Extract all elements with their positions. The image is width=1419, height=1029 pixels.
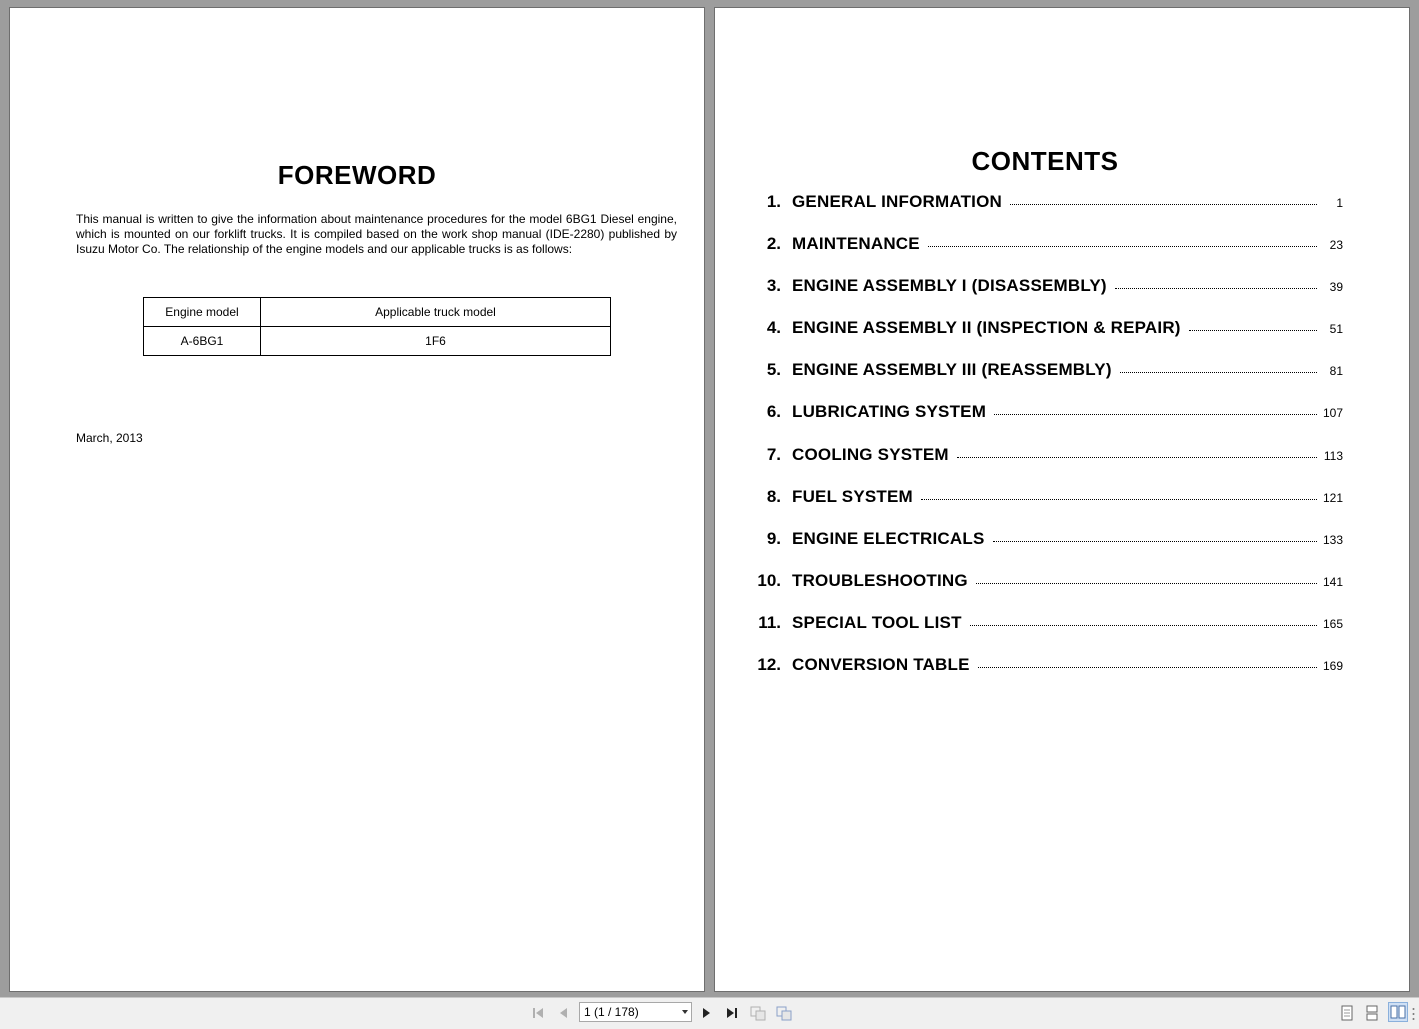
toc-entry-page: 1 [1336,196,1343,210]
toc-entry[interactable] [741,276,1343,318]
rotate-back-icon[interactable] [749,1004,767,1022]
toc-dot-leader [1115,276,1317,289]
toc-entry[interactable] [741,318,1343,360]
toc-entry[interactable] [741,571,1343,613]
toc-entry-title: ENGINE ASSEMBLY II (INSPECTION & REPAIR) [792,318,1181,338]
toc-dot-leader [993,529,1317,542]
toc-dot-leader [994,402,1317,415]
toc-entry-number: 6. [766,402,781,422]
table-row [144,327,611,356]
toc-entry-number: 5. [766,360,781,380]
single-page-view-icon[interactable] [1338,1004,1356,1022]
toc-entry-number: 10. [757,570,781,590]
next-page-icon[interactable] [697,1004,715,1022]
toc-entry-title: ENGINE ELECTRICALS [792,528,985,548]
toc-entry-title: ENGINE ASSEMBLY I (DISASSEMBLY) [792,276,1107,296]
table-header-cell: Applicable truck model [261,298,611,327]
first-page-icon[interactable] [530,1004,548,1022]
page-foreword [9,7,705,992]
rotate-forward-icon[interactable] [775,1004,793,1022]
toc-entry-number: 8. [766,486,781,506]
toc-entry-title: TROUBLESHOOTING [792,570,968,590]
table-header-row [144,298,611,327]
toc-entry[interactable] [741,655,1343,697]
toc-entry-number: 2. [766,234,781,254]
toc-dot-leader [976,571,1317,584]
toc-entry-number: 9. [766,528,781,548]
toolbar-overflow-icon[interactable] [1412,1006,1415,1022]
toc-entry[interactable] [741,234,1343,276]
toc-entry[interactable] [741,487,1343,529]
two-page-view-icon[interactable] [1388,1002,1408,1022]
toc-entry-page: 107 [1322,406,1343,421]
toc-entry-number: 3. [766,276,781,296]
bottom-toolbar [0,997,1419,1029]
page-indicator-text: 1 (1 / 178) [584,1005,639,1019]
toc-dot-leader [957,445,1317,458]
toc-entry-title: LUBRICATING SYSTEM [792,402,987,422]
toc-entry-title: SPECIAL TOOL LIST [792,612,962,632]
toc-entry[interactable] [741,613,1343,655]
toc-entry-number: 11. [758,612,781,632]
toc-entry[interactable] [741,360,1343,402]
toc-entry-page: 121 [1322,490,1343,505]
table-of-contents [741,192,1343,697]
continuous-view-icon[interactable] [1363,1004,1381,1022]
toc-entry-title: CONVERSION TABLE [792,655,970,675]
toc-dot-leader [928,234,1317,247]
toc-dot-leader [921,487,1317,500]
contents-title: CONTENTS [971,146,1119,176]
last-page-icon[interactable] [722,1004,740,1022]
foreword-body: This manual is written to give the information about maintenance procedures for the model 6BG1 Diesel engine, which is mounted on our forklift trucks. It is compiled based on the work shop manual (IDE-2280) published by Isuzu Motor Co. The relationship of the engine models and our applicable trucks is as follows: [76,212,677,256]
engine-model-table [143,297,611,356]
table-cell: A-6BG1 [144,327,261,356]
foreword-date: March, 2013 [76,431,143,445]
toc-dot-leader [1189,318,1317,331]
toc-entry-page: 141 [1322,574,1343,589]
toc-entry[interactable] [741,402,1343,444]
toc-entry-title: FUEL SYSTEM [792,486,913,506]
toc-dot-leader [978,655,1317,668]
toc-entry-page: 51 [1329,322,1343,337]
chevron-down-icon [682,1010,688,1014]
toc-entry-title: MAINTENANCE [792,234,920,254]
toc-entry-page: 165 [1322,616,1343,631]
toc-entry-page: 81 [1329,364,1343,379]
toc-dot-leader [1010,192,1317,205]
toc-entry-title: COOLING SYSTEM [792,444,949,464]
toc-dot-leader [970,613,1317,626]
toc-entry-page: 23 [1329,238,1343,253]
toc-entry-number: 7. [766,444,781,464]
toc-entry-page: 133 [1322,532,1343,547]
toc-entry-page: 113 [1323,448,1343,463]
toc-dot-leader [1120,360,1317,373]
table-cell: 1F6 [261,327,611,356]
toc-entry-title: GENERAL INFORMATION [792,192,1002,211]
toc-entry[interactable] [741,445,1343,487]
toc-entry-page: 169 [1322,659,1343,674]
toc-entry[interactable] [741,529,1343,571]
toc-entry-number: 4. [766,318,781,338]
toc-entry-number: 12. [757,655,781,675]
prev-page-icon[interactable] [555,1004,573,1022]
toc-entry[interactable] [741,192,1343,234]
toc-entry-title: ENGINE ASSEMBLY III (REASSEMBLY) [792,360,1112,380]
toc-entry-page: 39 [1329,280,1343,295]
page-contents [714,7,1410,992]
page-number-select[interactable] [579,1002,692,1022]
toc-entry-number: 1. [766,192,781,211]
table-header-cell: Engine model [144,298,261,327]
foreword-title: FOREWORD [277,160,437,190]
